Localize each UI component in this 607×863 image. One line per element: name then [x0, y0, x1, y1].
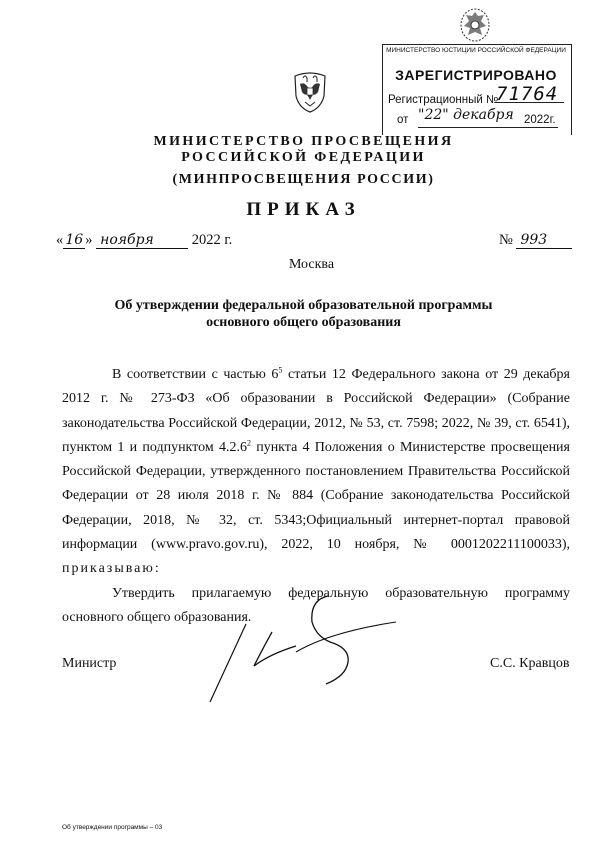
quote-close: »	[85, 232, 93, 248]
order-number-label: №	[499, 232, 513, 248]
stamp-reg-label: Регистрационный №	[388, 94, 499, 106]
ministry-title-line2: РОССИЙСКОЙ ФЕДЕРАЦИИ	[181, 150, 426, 165]
signer-position: Министр	[62, 656, 117, 671]
body-p1-sup2: 2	[246, 438, 251, 448]
body-p1-part-c: пункта 4 Положения о Министерстве просвещения Российской Федерации, утвержденного постановлением Правительства Российской Федерации от 28 июля 2018 г. № 884 (Собрание законодательства Российской Федерации, 2018, № 32, ст. 5343;Официальный интернет-портал правовой информации (www.pravo.gov.ru), 2022, 10 ноября, № 0001202211100033),	[62, 439, 570, 553]
body-paragraph-2: Утвердить прилагаемую федеральную образовательную программу основного общего образования.	[62, 585, 570, 625]
stamp-date-handwritten: "22" декабря	[418, 107, 514, 123]
stamp-date-prefix: от	[397, 114, 409, 126]
stamp-date-underline	[418, 127, 558, 128]
body-p1-sup1: 5	[278, 365, 283, 375]
order-body	[62, 363, 570, 630]
coat-of-arms-icon	[291, 66, 329, 114]
body-p1-order-word: приказываю:	[62, 561, 161, 577]
stamp-ministry: МИНИСТЕРСТВО ЮСТИЦИИ РОССИЙСКОЙ ФЕДЕРАЦИИ	[386, 47, 566, 54]
stamp-status: ЗАРЕГИСТРИРОВАНО	[395, 67, 557, 83]
order-year: 2022 г.	[191, 232, 233, 248]
ministry-title-line1: МИНИСТЕРСТВО ПРОСВЕЩЕНИЯ	[153, 134, 454, 149]
seal-emblem-icon	[458, 6, 492, 44]
subject-line2: основного общего образования	[206, 315, 401, 330]
body-p1-part-a: В соответствии с частью 6	[112, 367, 279, 382]
handwritten-signature-icon	[200, 592, 400, 704]
ministry-title	[0, 134, 607, 166]
stamp-reg-number: 71764	[496, 83, 559, 105]
body-paragraph-1	[62, 363, 570, 582]
order-date	[56, 232, 232, 249]
footer-text: Об утверждении программы – 03	[62, 824, 163, 831]
order-number	[499, 232, 572, 249]
document-type: ПРИКАЗ	[246, 199, 361, 220]
body-p1-part-b: статьи 12 Федерального закона от 29 декабря 2012 г. № 273-ФЗ «Об образовании в Российской Федерации» (Собрание законодательства Российской Федерации, 2012, № 53, ст. 7598; 2022, № 39, ст. 6541), пунктом 1 и подпунктом 4.2.6	[62, 367, 570, 455]
quote-open: «	[56, 232, 64, 248]
subject-line1: Об утверждении федеральной образовательной программы	[114, 298, 493, 313]
order-month: ноября	[96, 233, 188, 249]
order-number-value: 993	[516, 233, 572, 249]
order-city: Москва	[288, 257, 335, 272]
stamp-year: 2022г.	[524, 114, 556, 126]
order-subject	[0, 297, 607, 331]
order-day: 16	[63, 233, 85, 249]
stamp-underline	[496, 102, 564, 103]
signer-name: С.С. Кравцов	[490, 656, 570, 671]
ministry-short-name: (МИНПРОСВЕЩЕНИЯ РОССИИ)	[172, 172, 435, 187]
